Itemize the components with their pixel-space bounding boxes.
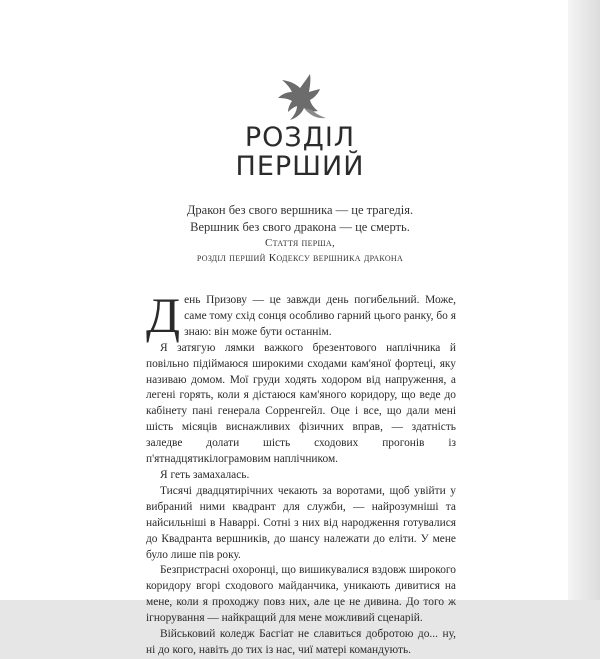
- source-line2: розділ перший Кодексу вершника дракона: [196, 252, 404, 264]
- page-spine: [568, 0, 600, 600]
- paragraph-1: [146, 287, 456, 343]
- paragraph-3: Я геть замахалась.: [160, 468, 250, 481]
- body-text: [146, 287, 456, 659]
- drop-cap: Д: [146, 287, 181, 343]
- epigraph-line2: Вершник без свого дракона — це смерть.: [190, 220, 410, 234]
- source-line1: Стаття перша,: [264, 237, 336, 249]
- chapter-title: [150, 123, 450, 181]
- paragraph-1-text: ень Призову — це завжди день погибельний. Може, саме тому схід сонця особливо гарний цього ранку, бо я знаю: він може бути останнім.: [184, 294, 456, 338]
- chapter-title-line2: ПЕРШИЙ: [235, 151, 365, 182]
- epigraph-line1: Дракон без свого вершника — це трагедія.: [186, 203, 414, 217]
- chapter-title-line1: РОЗДІЛ: [244, 122, 356, 153]
- paragraph-6: Військовий коледж Басгіат не славиться добротою до... ну, ні до кого, навіть до тих із нас, чиї матері командують.: [146, 628, 456, 656]
- paragraph-4: Тисячі двадцятирічних чекають за воротами, щоб увійти у вибраний ними квадрант для служби, — найрозумніші та найсильніші в Наваррі. Сотні з них від народження готувалися до Квадранта вершників, до шансу належати до еліти. У мене було лише пів року.: [146, 484, 456, 561]
- paragraph-2: Я затягую лямки важкого брезентового наплічника й повільно підіймаюся широкими сходами кам'яної фортеці, яку називаю домом. Мої груди ходять ходором від напруження, а легені горять, коли я дістаюся кам'яного коридору, що веде до кабінету пані генерала Сорренгейл. Оце і все, що дали мені шість місяців виснажливих фізичних вправ, — здатність заледве долати шість сходових прогонів із п'ятнадцятикілограмовим наплічником.: [146, 341, 456, 466]
- paragraph-5: Безпристрасні охоронці, що вишикувалися вздовж широкого коридору вгорі сходового майданчика, уникають дивитися на мене, коли я проходжу повз них, але це не дивина. До того ж ігнорування — найкращий для мене можливий сценарій.: [146, 564, 456, 625]
- epigraph-source: [150, 236, 450, 266]
- dragon-emblem-icon: [270, 70, 332, 124]
- epigraph: [150, 202, 450, 236]
